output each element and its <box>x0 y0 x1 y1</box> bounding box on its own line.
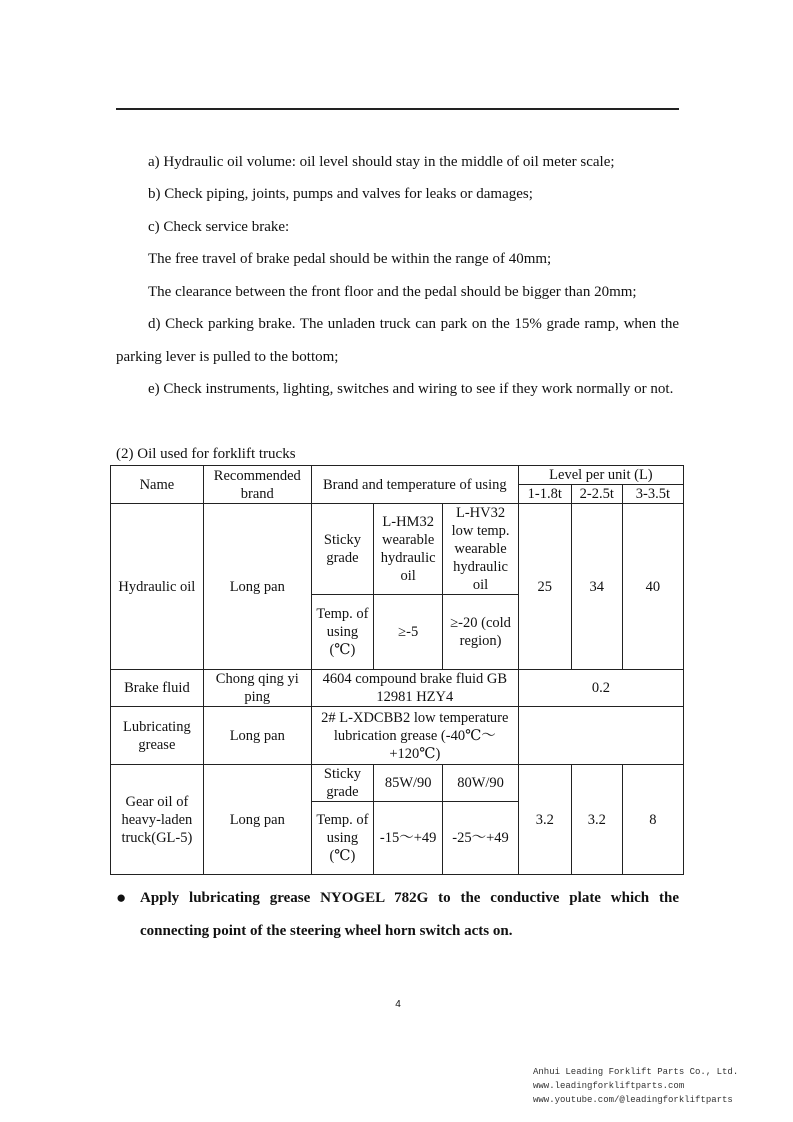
header-recommended-brand: Recommended brand <box>203 466 311 504</box>
hydraulic-brand: Long pan <box>203 504 311 670</box>
page-number: 4 <box>395 999 401 1010</box>
gear-level-1: 3.2 <box>518 765 571 875</box>
gear-oil-1: 85W/90 <box>374 765 443 802</box>
table-row-grease <box>111 707 684 765</box>
brake-level: 0.2 <box>518 670 683 707</box>
header-name: Name <box>111 466 204 504</box>
gear-level-3: 8 <box>622 765 683 875</box>
header-level: Level per unit (L) <box>518 466 683 485</box>
grease-name: Lubricating grease <box>111 707 204 765</box>
table-row-brake <box>111 670 684 707</box>
footer-youtube: www.youtube.com/@leadingforkliftparts <box>533 1095 733 1105</box>
hydraulic-temp-2: ≥-20 (cold region) <box>443 595 518 670</box>
table-header-row <box>111 466 684 485</box>
gear-brand: Long pan <box>203 765 311 875</box>
brake-spec: 4604 compound brake fluid GB 12981 HZY4 <box>311 670 518 707</box>
footer <box>533 1065 738 1107</box>
hydraulic-temp-1: ≥-5 <box>374 595 443 670</box>
header-level-3: 3-3.5t <box>622 485 683 504</box>
paragraph-pedal-free-travel: The free travel of brake pedal should be within the range of 40mm; <box>148 251 552 267</box>
hydraulic-level-1: 25 <box>518 504 571 670</box>
header-level-2: 2-2.5t <box>571 485 622 504</box>
hydraulic-oil-2: L-HV32 low temp. wearable hydraulic oil <box>443 504 518 595</box>
bullet-text: Apply lubricating grease NYOGEL 782G to the conductive plate which the connecting point of the steering wheel horn switch acts on. <box>140 890 679 939</box>
paragraph-check-instruments: e) Check instruments, lighting, switches and wiring to see if they work normally or not. <box>148 381 674 397</box>
brake-brand: Chong qing yi ping <box>203 670 311 707</box>
hydraulic-sticky-label: Sticky grade <box>311 504 373 595</box>
oil-table <box>110 465 684 875</box>
footer-website: www.leadingforkliftparts.com <box>533 1081 685 1091</box>
hydraulic-level-3: 40 <box>622 504 683 670</box>
gear-temp-label: Temp. of using (℃) <box>311 802 373 875</box>
table-row-hydraulic <box>111 504 684 595</box>
gear-level-2: 3.2 <box>571 765 622 875</box>
grease-level-empty <box>518 707 683 765</box>
table-caption: (2) Oil used for forklift trucks <box>116 446 296 462</box>
paragraph-check-service-brake: c) Check service brake: <box>148 219 290 235</box>
hydraulic-oil-1: L-HM32 wearable hydraulic oil <box>374 504 443 595</box>
bullet-dot-icon: ● <box>116 888 127 907</box>
gear-sticky-label: Sticky grade <box>311 765 373 802</box>
gear-oil-2: 80W/90 <box>443 765 518 802</box>
hydraulic-level-2: 34 <box>571 504 622 670</box>
bullet-note <box>116 882 679 947</box>
paragraph-pedal-clearance: The clearance between the front floor and the pedal should be bigger than 20mm; <box>148 284 637 300</box>
paragraph-check-piping: b) Check piping, joints, pumps and valves for leaks or damages; <box>148 186 533 202</box>
header-brand-temp: Brand and temperature of using <box>311 466 518 504</box>
paragraph-parking-brake: d) Check parking brake. The unladen truck can park on the 15% grade ramp, when the parking lever is pulled to the bottom; <box>116 316 679 365</box>
header-rule <box>116 108 679 110</box>
footer-company: Anhui Leading Forklift Parts Co., Ltd. <box>533 1067 739 1077</box>
gear-name: Gear oil of heavy-laden truck(GL-5) <box>111 765 204 875</box>
header-level-1: 1-1.8t <box>518 485 571 504</box>
gear-temp-1: -15～+49 <box>374 802 443 875</box>
grease-brand: Long pan <box>203 707 311 765</box>
hydraulic-name: Hydraulic oil <box>111 504 204 670</box>
table-row-gear <box>111 765 684 802</box>
grease-spec: 2# L-XDCBB2 low temperature lubrication grease (-40℃～+120℃) <box>311 707 518 765</box>
paragraph-hydraulic-volume: a) Hydraulic oil volume: oil level should stay in the middle of oil meter scale; <box>148 154 615 170</box>
hydraulic-temp-label: Temp. of using (℃) <box>311 595 373 670</box>
brake-name: Brake fluid <box>111 670 204 707</box>
gear-temp-2: -25～+49 <box>443 802 518 875</box>
